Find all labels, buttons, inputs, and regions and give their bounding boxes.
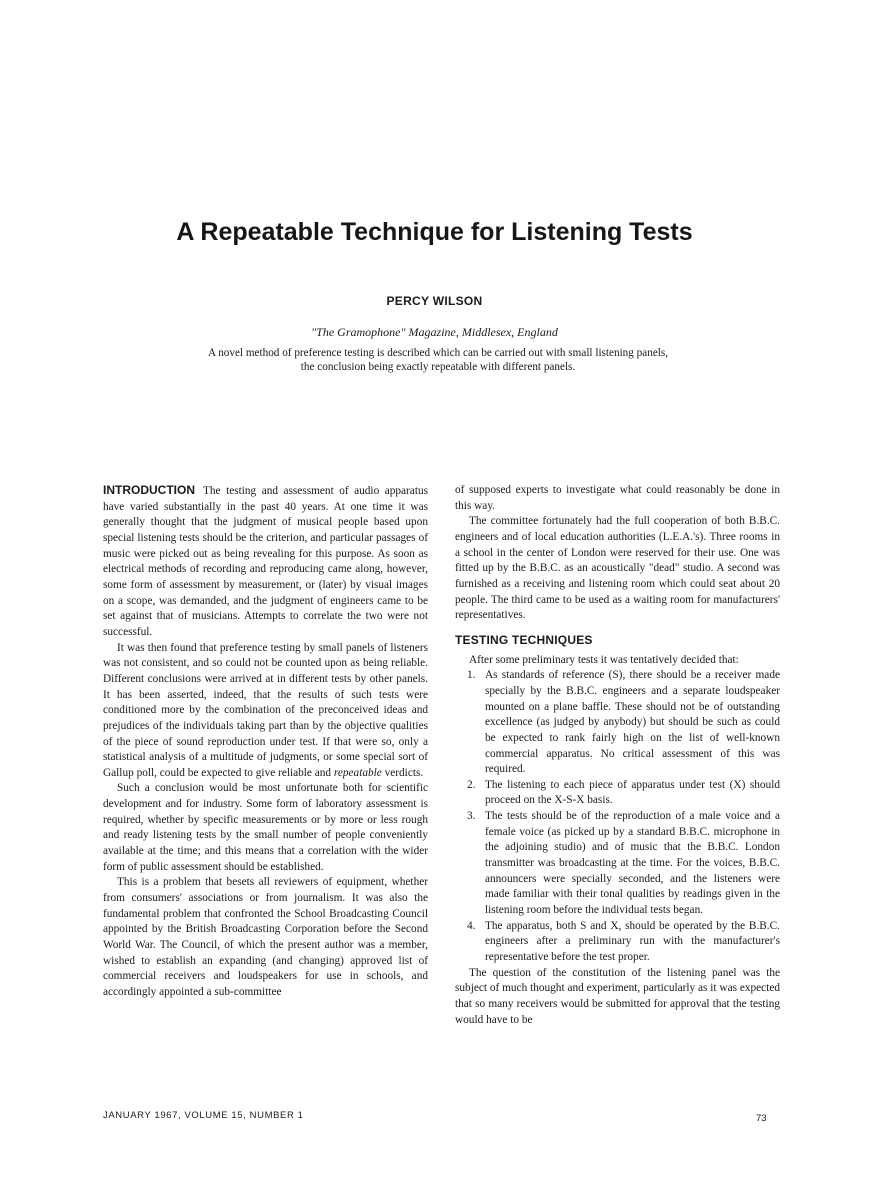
committee-paragraph: The committee fortunately had the full cooperation of both B.B.C. engineers and of local education authorities (L.E.A.'s). Three rooms in a school in the center of London were reserved for their use. One was fitted up by the B.B.C. as an acoustically "dead" studio. A second was furnished as a receiving and listening room which could seat about 20 people. The third came to be used as a waiting room for manufacturers' representatives. — [455, 515, 780, 622]
testing-intro: After some preliminary tests it was tentatively decided that: — [469, 653, 739, 666]
list-number: 3. — [467, 810, 476, 823]
author-name: PERCY WILSON — [386, 294, 483, 308]
continued-paragraph: of supposed experts to investigate what could reasonably be done in this way. — [455, 484, 780, 512]
intro-paragraph-4: This is a problem that besets all reviewers of equipment, whether from consumers' associations or from journalism. It was also the fundamental problem that confronted the School Broadcasting Council appointed by the British Broadcasting Corporation before the Second World War. The Council, of which the present author was a member, wished to establish an expanding (and changing) approved list of commercial receivers and loudspeakers for use in schools, and accordingly appointed a sub-committee — [103, 876, 428, 998]
paragraph-text: The testing and assessment of audio apparatus have varied substantially in the past 40 years. At one time it was generally thought that the judgment of musical people based upon special listening tests should be the criterion, and particular passages of music were picked out as being revealing for this purpose. As soon as electrical methods of recording and reproducing came along, however, some form of assessment by measurement, or (later) by visual images on a scope, was demanded, and the judgment of engineers came to be set against that of musicians. Attempts to correlate the two were not successful. — [103, 485, 428, 638]
test-conditions-list — [455, 668, 780, 965]
abstract: A novel method of preference testing is described which can be carried out with small listening panels, the conclusion being exactly repeatable with different panels. — [207, 347, 669, 373]
page-number: 73 — [756, 1113, 767, 1124]
paragraph-text: verdicts. — [384, 766, 424, 779]
intro-paragraph-3: Such a conclusion would be most unfortunate both for scientific development and for industry. Some form of laboratory assessment is required, whether by specific measurements or by more or less rough and ready listening tests by the small number of people conveniently available at the time; and this means that a correlation with the wider form of public assessment should be established. — [103, 782, 428, 873]
list-item-text: The listening to each piece of apparatus under test (X) should proceed on the X-S-X basis. — [485, 778, 780, 807]
list-item-text: The apparatus, both S and X, should be operated by the B.B.C. engineers after a preliminary run with the manufacturer's representative before the test proper. — [485, 919, 780, 964]
section-heading-testing-techniques: TESTING TECHNIQUES — [455, 632, 593, 647]
list-item — [455, 919, 780, 966]
list-number: 1. — [467, 669, 476, 682]
list-item — [455, 809, 780, 919]
list-number: 4. — [467, 919, 476, 932]
list-item-text: As standards of reference (S), there should be a receiver made specially by the B.B.C. engineers and a separate loudspeaker mounted on a plane baffle. These should not be of outstanding excellence (as judged by anybody) but should be such as could be expected to rank fairly high on the list of well-known commercial apparatus. No critical assessment of this was required. — [485, 669, 780, 776]
list-item — [455, 778, 780, 809]
list-number: 2. — [467, 778, 476, 791]
panel-paragraph: The question of the constitution of the listening panel was the subject of much thought and experiment, particularly as it was expected that so many receivers would be submitted for approval that the testing would have to be — [455, 966, 780, 1026]
left-column — [103, 483, 428, 1001]
emphasis-text: repeatable — [333, 766, 382, 779]
intro-paragraph-2 — [103, 641, 428, 782]
journal-footer: JANUARY 1967, VOLUME 15, NUMBER 1 — [103, 1110, 304, 1121]
right-column — [455, 483, 780, 1028]
article-title: A Repeatable Technique for Listening Tests — [176, 218, 693, 246]
intro-paragraph-1 — [103, 483, 428, 641]
paragraph-text: It was then found that preference testing by small panels of listeners was not consistent, and so could not be counted upon as being reliable. Different conclusions were arrived at in different tests by other panels. It has been asserted, indeed, that the results of such tests were conditioned more by the combination of the preconceived ideas and prejudices of the individuals taking part than by the objective qualities of the piece of sound reproduction under test. If that were so, only a statistical analysis of a multitude of judgments, or some special sort of Gallup poll, could be expected to give reliable and — [103, 641, 428, 779]
author-affiliation: "The Gramophone" Magazine, Middlesex, England — [311, 325, 558, 339]
list-item — [455, 668, 780, 778]
section-heading-introduction: INTRODUCTION — [103, 483, 195, 497]
list-item-text: The tests should be of the reproduction of a male voice and a female voice (as picked up by a standard B.B.C. microphone in the adjoining studio) and of music that the B.B.C. London transmitter was broadcasting at the time. For the voices, B.B.C. announcers were specially seconded, and the listeners were made familiar with their tonal qualities by readings given in the listening room before the individual tests began. — [485, 810, 780, 917]
